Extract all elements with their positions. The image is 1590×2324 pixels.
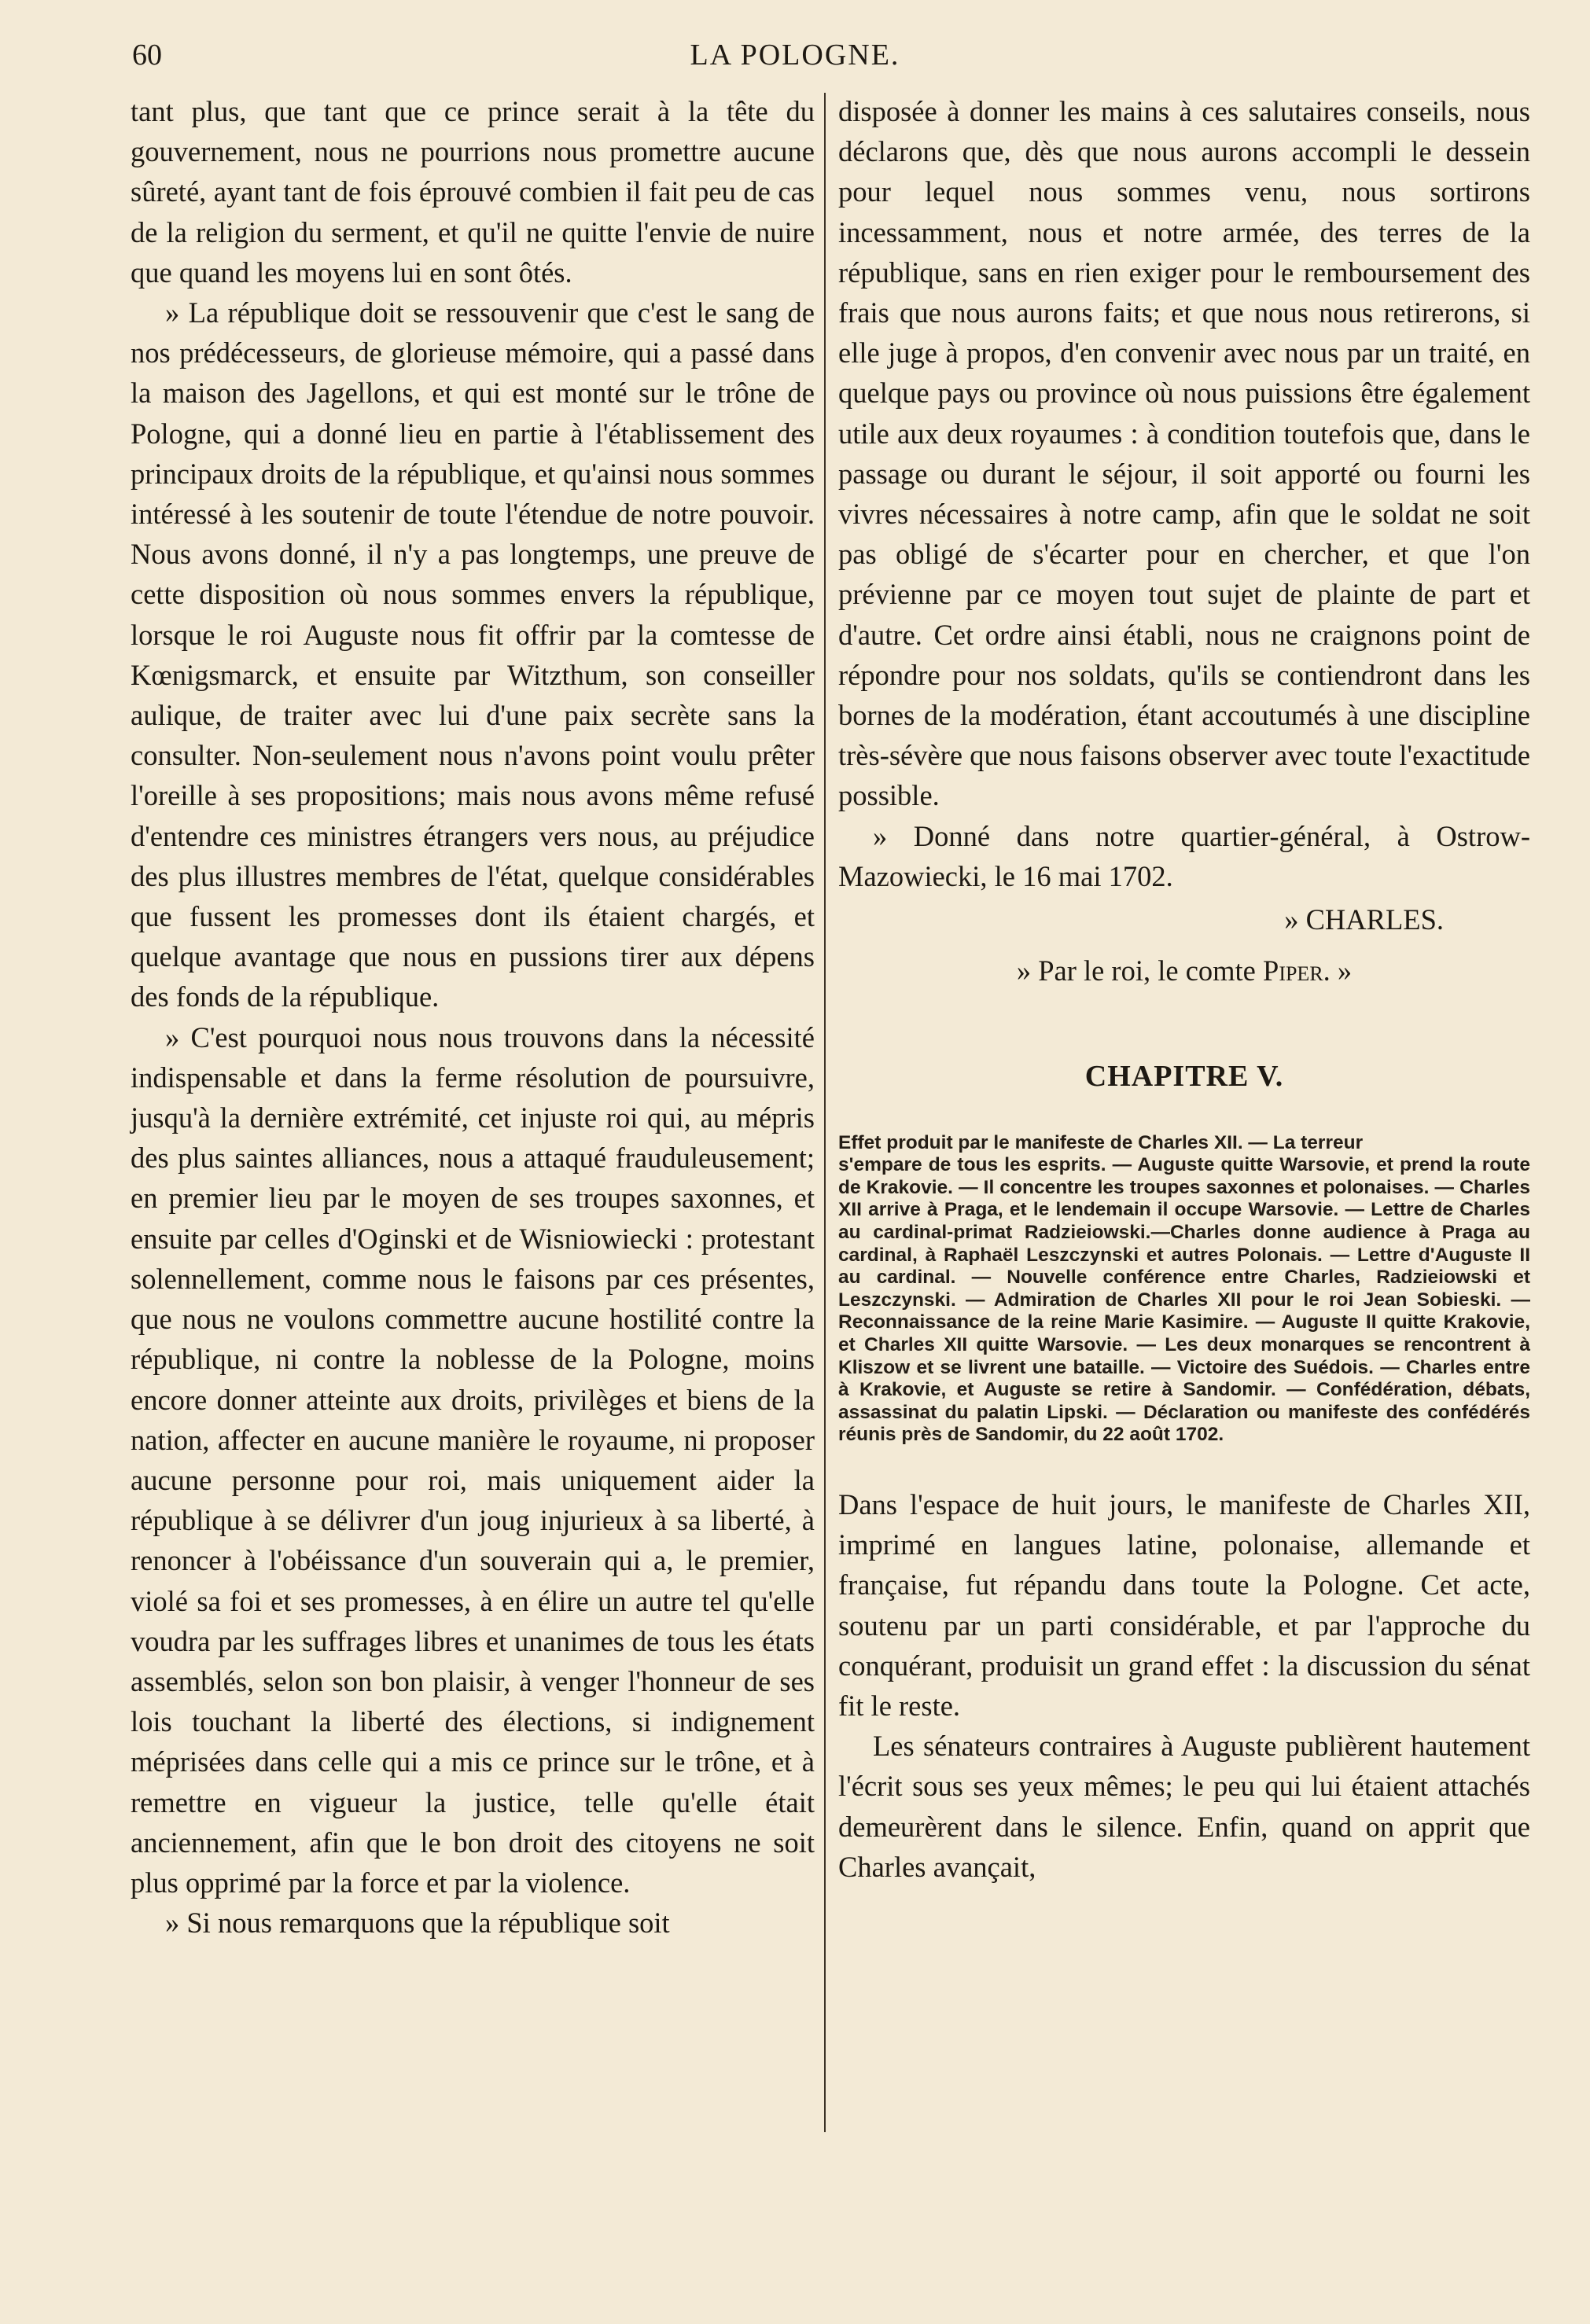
paragraph: tant plus, que tant que ce prince serait à la tête du gouvernement, nous ne pourrions nous promettre aucune sûreté, ayant tant de fois éprouvé combien il fait peu de cas de la religion du serment, et qu'il ne quitte l'envie de nuire que quand les moyens lui en sont ôtés. xyxy=(131,95,815,289)
paragraph: » C'est pourquoi nous nous trouvons dans la nécessité indispensable et dans la ferme résolution de poursuivre, jusqu'à la dernière extrémité, cet injuste roi qui, au mépris des plus saintes alliances, nous a attaqué frauduleusement; en premier lieu par le moyen de ses troupes saxonnes, et ensuite par celles d'Oginski et de Wisniowiecki : protestant solennellement, comme nous le faisons par ces présentes, que nous ne voulons commettre aucune hostilité contre la république, ni contre la noblesse de la Pologne, moins encore donner atteinte aux droits, privilèges et biens de la nation, affecter en aucune manière le royaume, ni proposer aucune personne pour roi, mais uniquement aider la république à se délivrer d'un joug injurieux à sa liberté, à renoncer à l'obéissance d'un souverain qui a, le premier, violé sa foi et ses promesses, à en élire un autre tel qu'elle voudra par les suffrages libres et unanimes de tous les états assemblés, selon son bon plaisir, à venger l'honneur de ses lois touchant la liberté des élections, si indignement méprisées dans celle qui a mis ce prince sur le trône, et à remettre en vigueur la justice, telle qu'elle était anciennement, afin que le bon droit des citoyens ne soit plus opprimé par la force et par la violence. xyxy=(131,1020,815,1899)
paragraph: » Si nous remarquons que la république soit xyxy=(165,1907,670,1940)
column-divider xyxy=(824,93,826,2132)
paragraph: Dans l'espace de huit jours, le manifeste de Charles XII, imprimé en langues latine, polonaise, allemande et française, fut répandu dans toute la Pologne. Cet acte, soutenu par un parti considérable, et par l'approche du conquérant, produisit un grand effet : la discussion du sénat fit le reste. xyxy=(838,1487,1530,1722)
paragraph: » La république doit se ressouvenir que c'est le sang de nos prédécesseurs, de glorieuse mémoire, qui a passé dans la maison des Jagellons, et qui est monté sur le trône de Pologne, qui a donné lieu en partie à l'établissement des principaux droits de la république, et qu'ainsi nous sommes intéressé à les soutenir de toute l'étendue de notre pouvoir. Nous avons donné, il n'y a pas longtemps, une preuve de cette disposition où nous sommes envers la république, lorsque le roi Auguste nous fit offrir par la comtesse de Kœnigsmarck, et ensuite par Witzthum, son conseiller aulique, de traiter avec lui d'une paix secrète sans la consulter. Non-seulement nous n'avons point voulu prêter l'oreille à ses propositions; mais nous avons même refusé d'entendre ces ministres étrangers vers nous, au préjudice des plus illustres membres de l'état, quelque considérables que fussent les promesses dont ils étaient chargés, et quelque avantage que nous en pussions tirer aux dépens des fonds de la république. xyxy=(131,296,815,1013)
chapter-summary-rest: s'empare de tous les esprits. — Auguste quitte Warsovie, et prend la route de Krakovie. — Il concentre les troupes saxonnes et polonaises. — Charles XII arrive à Praga, et le lendemain il occupe Warsovie. — Lettre de Charles au cardinal-primat Radzieiowski.—Charles donne audience à Praga au cardinal, à Raphaël Leszczynski et autres Polonais. — Lettre d'Auguste II au cardinal. — Nouvelle conférence entre Charles, Radzieiowski et Leszczynski. — Admiration de Charles XII pour le roi Jean Sobieski. — Reconnaissance de la reine Marie Kasimire. — Auguste II quitte Krakovie, et Charles XII quitte Warsovie. — Les deux monarques se rencontrent à Kliszow et se livrent une bataille. — Victoire des Suédois. — Charles entre à Krakovie, et Auguste se retire à Sandomir. — Confédération, débats, assassinat du palatin Lipski. — Déclaration ou manifeste des confédérés réunis près de Sandomir, du 22 août 1702. xyxy=(838,1154,1530,1446)
page-number: 60 xyxy=(132,39,162,72)
right-column xyxy=(838,91,1530,1887)
chapter-summary-first-line: Effet produit par le manifeste de Charles XII. — La terreur xyxy=(838,1131,1364,1153)
paragraph: Les sénateurs contraires à Auguste publièrent hautement l'écrit sous ses yeux mêmes; le peu qui lui étaient attachés demeurèrent dans le silence. Enfin, quand on apprit que Charles avançait, xyxy=(838,1730,1530,1883)
left-column xyxy=(131,91,815,1943)
chapter-summary xyxy=(838,1132,1530,1447)
running-title: LA POLOGNE. xyxy=(690,39,900,72)
countersign-suffix: . » xyxy=(1323,954,1353,987)
signature: » CHARLES. xyxy=(1284,903,1444,936)
chapter-title: CHAPITRE V. xyxy=(1084,1060,1284,1094)
countersign-prefix: » Par le roi, le comte xyxy=(1016,954,1264,987)
paragraph: » Donné dans notre quartier-général, à Ostrow-Mazowiecki, le 16 mai 1702. xyxy=(838,819,1530,892)
paragraph: disposée à donner les mains à ces salutaires conseils, nous déclarons que, dès que nous aurons accompli le dessein pour lequel nous sommes venu, nous sortirons incessamment, nous et notre armée, des terres de la république, sans en rien exiger pour le remboursement des frais que nous aurons faits; et que nous nous retirerons, si elle juge à propos, d'en convenir avec nous par un traité, en quelque pays ou province où nous puissions être également utile aux deux royaumes : à condition toutefois que, dans le passage ou durant le séjour, il soit apporté ou fourni les vivres nécessaires à notre camp, afin que le soldat ne soit pas obligé de s'écarter pour en chercher, et que l'on prévienne par ce moyen tout sujet de plainte de part et d'autre. Cet ordre ainsi établi, nous ne craignons point de répondre pour nos soldats, qu'ils se contiendront dans les bornes de la modération, étant accoutumés à une discipline très-sévère que nous faisons observer avec toute l'exactitude possible. xyxy=(838,95,1530,812)
page-header xyxy=(0,38,1590,85)
countersign xyxy=(838,951,1530,991)
countersign-name: Piper xyxy=(1263,954,1323,987)
